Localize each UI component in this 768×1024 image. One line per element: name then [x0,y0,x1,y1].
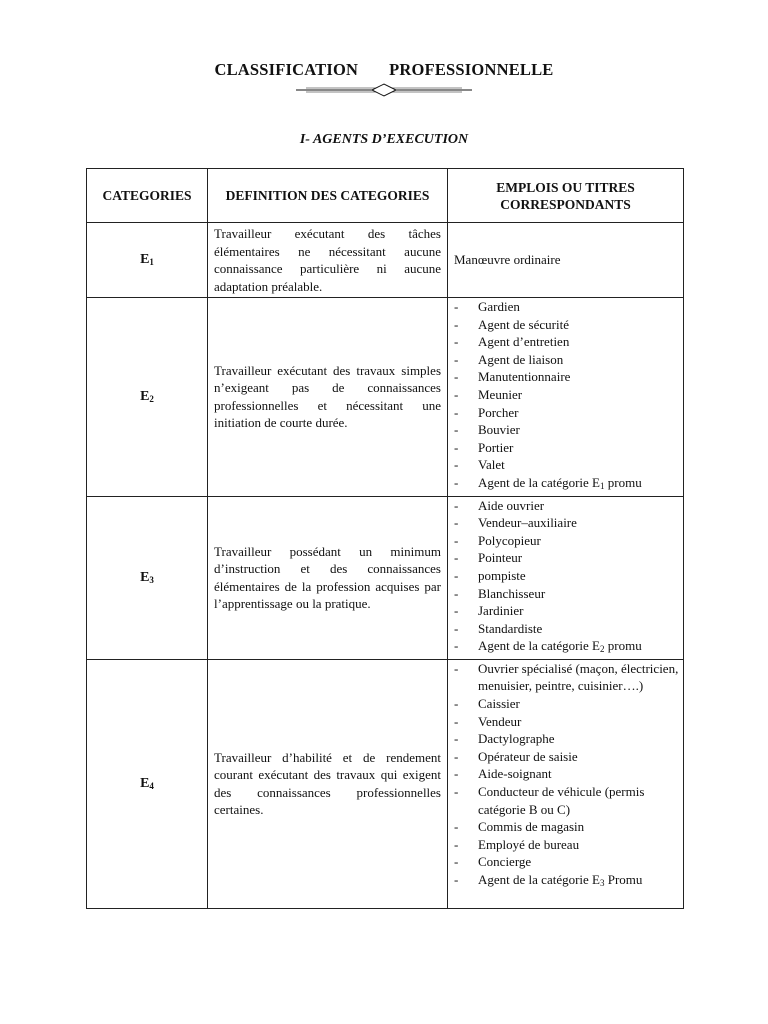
list-item: - Ouvrier spécialisé (maçon, électricien, menuisier, peintre, cuisinier….) [454,660,679,695]
table-row [87,298,684,497]
definition-cell: Travailleur exécutant des travaux simples n’exigeant pas de connaissances professionnelles et nécessitant une initiation de courte durée. [208,298,448,497]
list-item: - Concierge [454,853,679,871]
table-header-row [87,169,684,223]
title-ornament-divider [296,82,472,98]
header-categories: CATEGORIES [87,169,208,223]
list-item: - Vendeur [454,713,679,731]
list-item: - Agent de la catégorie $E_2$ promu [454,637,679,659]
list-item: - Blanchisseur [454,585,679,603]
list-item: - Agent de la catégorie $E_3$ Promu [454,871,679,893]
header-definition: DEFINITION DES CATEGORIES [208,169,448,223]
list-item: - Dactylographe [454,730,679,748]
jobs-cell [448,659,684,908]
list-item: - Agent de sécurité [454,316,679,334]
list-item: - Agent de liaison [454,351,679,369]
list-item: - Polycopieur [454,532,679,550]
category-cell: $E_4$ [87,659,208,908]
list-item: - Gardien [454,298,679,316]
definition-cell: Travailleur possédant un minimum d’instruction et des connaissances élémentaires de la profession acquises par l’apprentissage ou la pratique. [208,496,448,659]
list-item: - Valet [454,456,679,474]
list-item: - Agent d’entretien [454,333,679,351]
list-item: - Conducteur de véhicule (permis catégorie B ou C) [454,783,679,818]
table-row [87,659,684,908]
list-item: - pompiste [454,567,679,585]
jobs-list [454,660,679,893]
jobs-cell [448,298,684,497]
list-item: - Bouvier [454,421,679,439]
jobs-list [454,298,679,496]
list-item: - Aide ouvrier [454,497,679,515]
list-item: - Jardinier [454,602,679,620]
category-cell: $E_1$ [87,223,208,298]
category-cell: $E_2$ [87,298,208,497]
table-row [87,496,684,659]
list-item: - Opérateur de saisie [454,748,679,766]
jobs-list [454,497,679,659]
header-jobs: EMPLOIS OU TITRES CORRESPONDANTS [448,169,684,223]
list-item: - Vendeur–auxiliaire [454,514,679,532]
list-item: - Porcher [454,404,679,422]
list-item: - Caissier [454,695,679,713]
section-title: I- AGENTS D’EXECUTION [299,132,469,147]
page-title: CLASSIFICATION PROFESSIONNELLE [214,60,554,79]
table-row [87,223,684,298]
jobs-cell: Manœuvre ordinaire [448,223,684,298]
list-item: - Aide-soignant [454,765,679,783]
definition-cell: Travailleur d’habilité et de rendement courant exécutant des travaux qui exigent des connaissances professionnelles certaines. [208,659,448,908]
list-item: - Agent de la catégorie $E_1$ promu [454,474,679,496]
list-item: - Meunier [454,386,679,404]
classification-table [86,168,684,909]
list-item: - Portier [454,439,679,457]
list-item: - Commis de magasin [454,818,679,836]
list-item: - Employé de bureau [454,836,679,854]
list-item: - Standardiste [454,620,679,638]
category-cell: $E_3$ [87,496,208,659]
list-item: - Pointeur [454,549,679,567]
definition-cell: Travailleur exécutant des tâches élémentaires ne nécessitant aucune connaissance particulière ni aucune adaptation préalable. [208,223,448,298]
list-item: - Manutentionnaire [454,368,679,386]
jobs-cell [448,496,684,659]
